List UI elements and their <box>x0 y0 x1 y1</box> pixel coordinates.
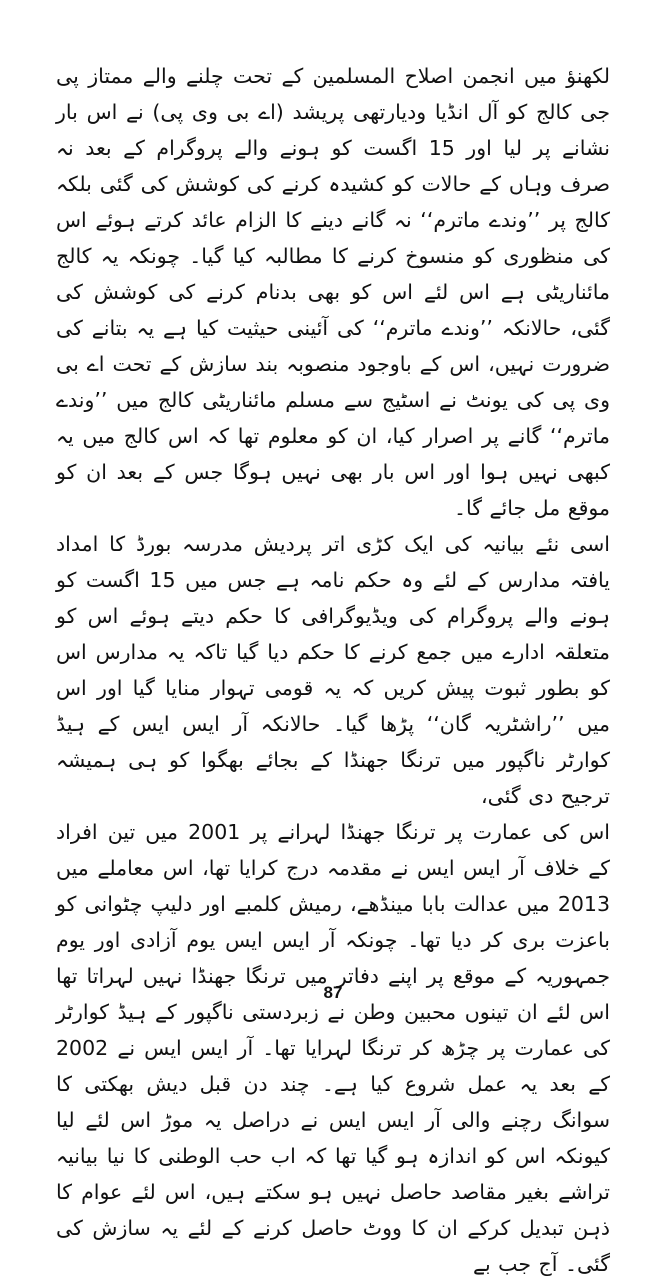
paragraph-2: اسی نئے بیانیہ کی ایک کڑی اتر پردیش مدرسہ بورڈ کا امداد یافتہ مدارس کے لئے وہ حکم نامہ ہے جس میں 15 اگست کو ہونے والے پروگرام کی ویڈیوگرافی کا حکم دیتے ہوئے اس کو متعلقہ ادارے میں جمع کرنے کا حکم دیا گیا تاکہ یہ مدارس اس کو بطور ثبوت پیش کریں کہ یہ قومی تہوار منایا گیا اور اس میں ’’راشٹریہ گان‘‘ پڑھا گیا۔ حالانکہ آر ایس ایس کے ہیڈ کوارٹر ناگپور میں ترنگا جھنڈا کے بجائے بھگوا کو ہی ہمیشہ ترجیح دی گئی، <box>56 532 610 808</box>
paragraph-1: لکھنؤ میں انجمن اصلاح المسلمین کے تحت چلنے والے ممتاز پی جی کالج کو آل انڈیا ودیارتھی پریشد (اے بی وی پی) نے اس بار نشانے پر لیا اور 15 اگست کو ہونے والے پروگرام کے بعد نہ صرف وہاں کے حالات کو کشیدہ کرنے کی کوشش کی گئی بلکہ کالج پر ’’وندے ماترم‘‘ نہ گانے دینے کا الزام عائد کرتے ہوئے اس کی منظوری کو منسوخ کرنے کا مطالبہ کیا گیا۔ چونکہ یہ کالج مائناریٹی ہے اس لئے اس کو بھی بدنام کرنے کی کوشش کی گئی، حالانکہ ’’وندے ماترم‘‘ کی آئینی حیثیت کیا ہے یہ بتانے کی ضرورت نہیں، اس کے باوجود منصوبہ بند سازش کے تحت اے بی وی پی کی یونٹ نے اسٹیج سے مسلم مائناریٹی کالج میں ’’وندے ماترم‘‘ گانے پر اصرار کیا، ان کو معلوم تھا کہ اس کالج میں یہ کبھی نہیں ہوا اور اس بار بھی نہیں ہوگا جس کے بعد ان کو موقع مل جائے گا۔ <box>56 64 610 520</box>
page-number: 87 <box>323 983 343 1002</box>
paragraph-3: اس کی عمارت پر ترنگا جھنڈا لہرانے پر 2001 میں تین افراد کے خلاف آر ایس ایس نے مقدمہ درج کرایا تھا، اس معاملے میں 2013 میں عدالت بابا مینڈھے، رمیش کلمبے اور دلیپ چٹوانی کو باعزت بری کر دیا تھا۔ چونکہ آر ایس ایس یوم آزادی اور یوم جمہوریہ کے موقع پر اپنے دفاتر میں ترنگا جھنڈا نہیں لہراتا تھا اس لئے ان تینوں محبین وطن نے زبردستی ناگپور کے ہیڈ کوارٹر کی عمارت پر چڑھ کر ترنگا لہرایا تھا۔ آر ایس ایس نے 2002 کے بعد یہ عمل شروع کیا ہے۔ چند دن قبل دیش بھکتی کا سوانگ رچنے والی آر ایس ایس نے دراصل یہ موڑ اس لئے لیا کیونکہ اس کو اندازہ ہو گیا تھا کہ اب حب الوطنی کا نیا بیانیہ تراشے بغیر مقاصد حاصل نہیں ہو سکتے ہیں، اس لئے عوام کا ذہن تبدیل کرکے ان کا ووٹ حاصل کرنے کے لئے یہ سازش کی گئی۔ آج جب بے <box>56 820 610 1276</box>
